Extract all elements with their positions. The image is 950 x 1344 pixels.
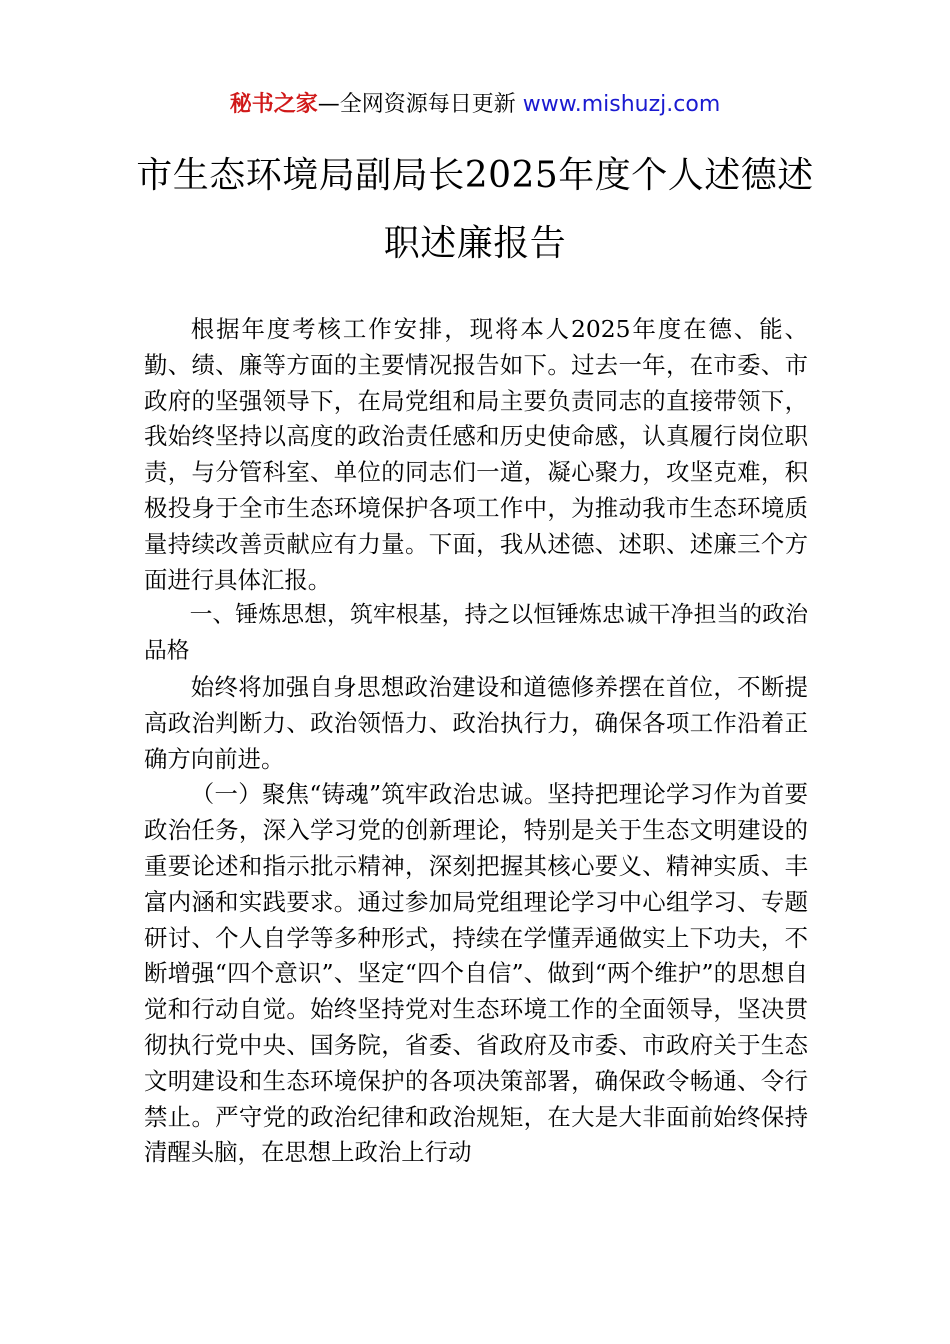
site-header [0, 88, 950, 122]
paragraph-section-1-summary: 始终将加强自身思想政治建设和道德修养摆在首位，不断提高政治判断力、政治领悟力、政治执行力，确保各项工作沿着正确方向前进。 [144, 672, 808, 773]
site-url-link[interactable]: www.mishuzj.com [522, 92, 721, 117]
paragraph-subsection-1: （一）聚焦“铸魂”筑牢政治忠诚。坚持把理论学习作为首要政治任务，深入学习党的创新理论，特别是关于生态文明建设的重要论述和指示批示精神，深刻把握其核心要义、精神实质、丰富内涵和实践要求。通过参加局党组理论学习中心组学习、专题研讨、个人自学等多种形式，持续在学懂弄通做实上下功夫，不断增强“四个意识”、坚定“四个自信”、做到“两个维护”的思想自觉和行动自觉。始终坚持党对生态环境工作的全面领导，坚决贯彻执行党中央、国务院，省委、省政府及市委、市政府关于生态文明建设和生态环境保护的各项决策部署，确保政令畅通、令行禁止。严守党的政治纪律和政治规矩，在大是大非面前始终保持清醒头脑，在思想上政治上行动 [144, 780, 808, 1167]
section-heading-1: 一、锤炼思想，筑牢根基，持之以恒锤炼忠诚干净担当的政治品格 [144, 602, 808, 665]
document-title: 市生态环境局副局长2025年度个人述德述职述廉报告 [136, 155, 814, 264]
paragraph-intro: 根据年度考核工作安排，现将本人2025年度在德、能、勤、绩、廉等方面的主要情况报告如下。过去一年，在市委、市政府的坚强领导下，在局党组和局主要负责同志的直接带领下，我始终坚持以高度的政治责任感和历史使命感，认真履行岗位职责，与分管科室、单位的同志们一道，凝心聚力，攻坚克难，积极投身于全市生态环境保护各项工作中，为推动我市生态环境质量持续改善贡献应有力量。下面，我从述德、述职、述廉三个方面进行具体汇报。 [144, 315, 808, 594]
site-tagline: —全网资源每日更新 [317, 92, 523, 117]
site-brand: 秘书之家 [229, 92, 318, 117]
document-body [144, 312, 808, 1171]
